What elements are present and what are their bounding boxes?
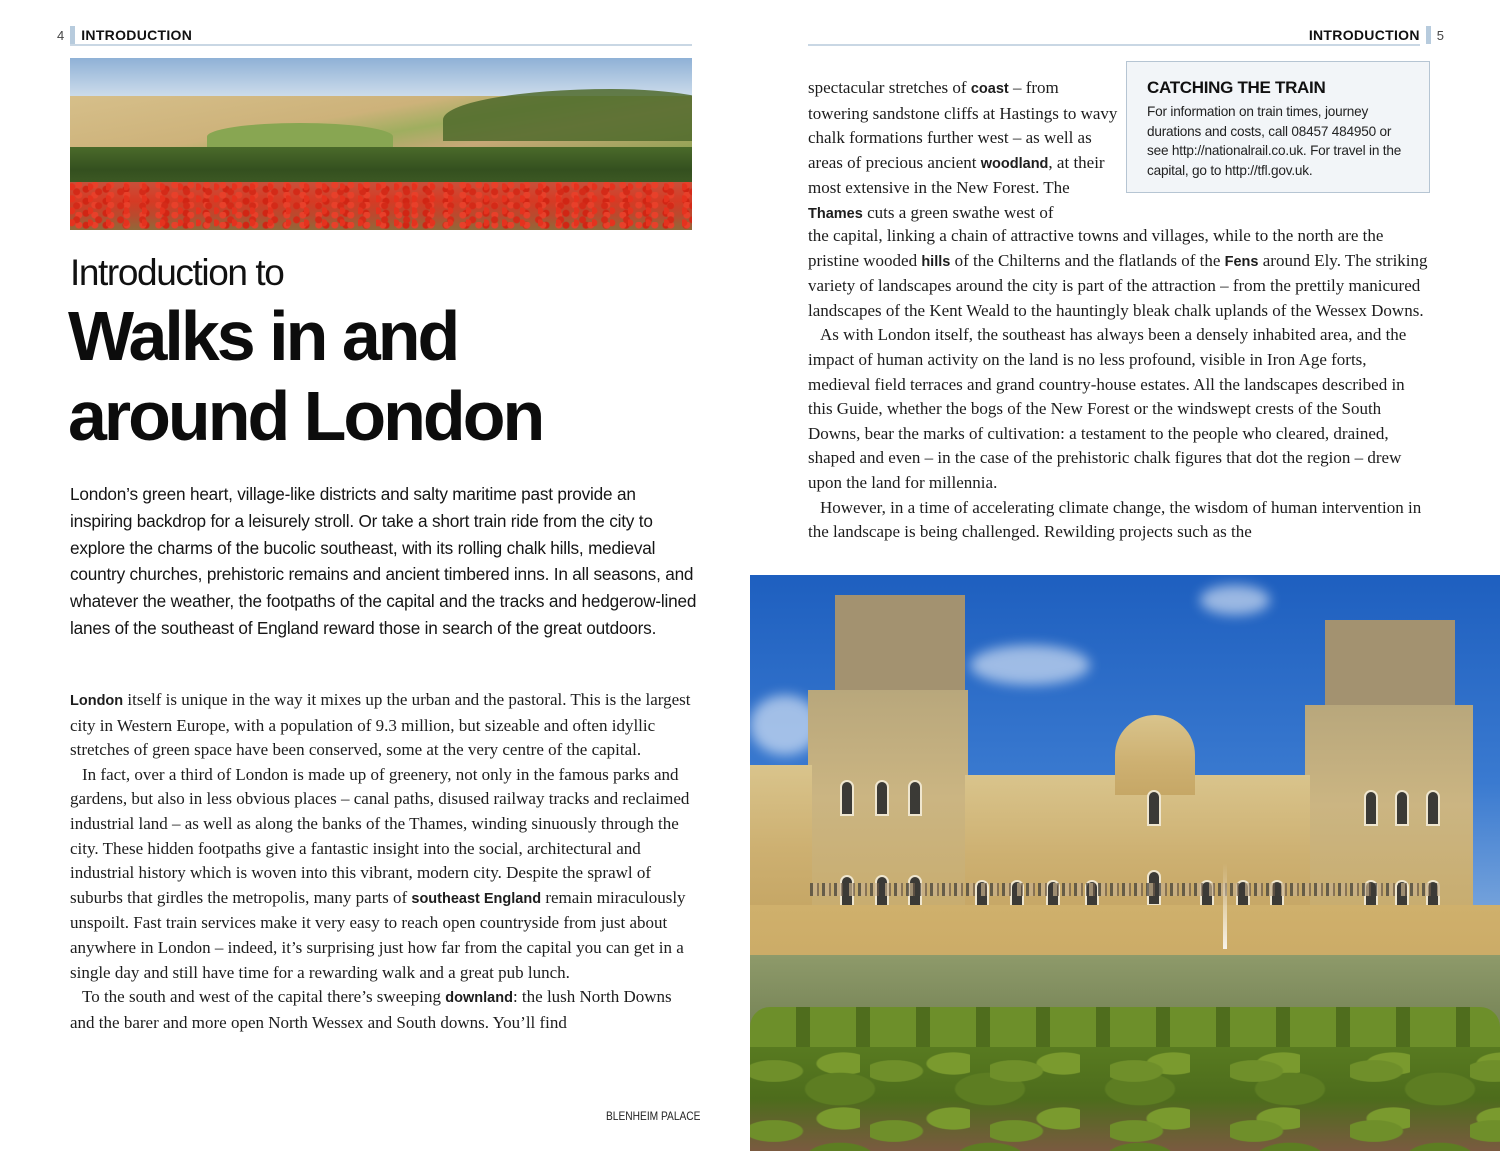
photo-cloud (1200, 585, 1270, 615)
body-paragraph: London itself is unique in the way it mixes up the urban and the pastoral. This is the largest city in Western Europe, with a population of 9.3 million, but sizeable and often idyllic stretches of green space have been conserved, some at the very centre of the capital. (70, 690, 691, 760)
body-paragraph: spectacular stretches of coast – from towering sandstone cliffs at Hastings to wavy chalk formations further west – as well as areas of precious ancient woodland, at their most extensive in the New Forest. The Thames cuts a green swathe west of (808, 78, 1118, 222)
fountain (1223, 863, 1227, 949)
photo-caption: BLENHEIM PALACE (606, 1109, 701, 1123)
photo-trees (70, 147, 692, 185)
window (840, 780, 854, 816)
running-header-left (57, 24, 192, 46)
window (908, 780, 922, 816)
header-rule (808, 44, 1420, 46)
window (1147, 790, 1161, 826)
poppy-field-photo (70, 58, 692, 230)
keyword: woodland (980, 155, 1049, 172)
parterre-garden (750, 1047, 1500, 1151)
right-tower-top (1325, 620, 1455, 715)
section-title: INTRODUCTION (1308, 27, 1420, 43)
header-accent-bar (70, 26, 75, 44)
window (875, 780, 889, 816)
left-body-text (70, 688, 695, 1035)
keyword: coast (970, 81, 1009, 97)
window (1426, 790, 1440, 826)
header-rule (70, 44, 692, 46)
info-box-title: CATCHING THE TRAIN (1147, 78, 1326, 97)
body-paragraph: To the south and west of the capital there’s sweeping downland: the lush North Downs and the barer and more open North Wessex and South downs. You’ll find (70, 987, 672, 1032)
header-accent-bar (1426, 26, 1431, 44)
page-number: 4 (57, 27, 65, 43)
intro-paragraph: London’s green heart, village-like districts and salty maritime past provide an inspiring backdrop for a leisurely stroll. Or take a short train ride from the city to explore the charms of the bucolic southeast, with its rolling chalk hills, medieval country churches, prehistoric remains and ancient timbered inns. In all seasons, and whatever the weather, the footpaths of the capital and the tracks and hedgerow-lined lanes of the southeast of England reward those in search of the great outdoors. (70, 484, 697, 638)
body-paragraph: However, in a time of accelerating climate change, the wisdom of human intervention in the landscape is being challenged. Rewilding projects such as the (808, 497, 1422, 542)
page-title (68, 296, 542, 456)
right-body-text (808, 224, 1433, 545)
info-box-catching-the-train (1126, 61, 1430, 193)
window (1395, 790, 1409, 826)
keyword: Fens (1224, 253, 1259, 270)
visitors (810, 883, 1440, 896)
running-header-right (1309, 24, 1444, 46)
title-kicker: Introduction to (70, 252, 284, 293)
left-tower-top (835, 595, 965, 695)
page-title-line-2: around London (68, 377, 543, 455)
keyword: Thames (808, 205, 863, 222)
keyword: downland (445, 990, 513, 1007)
keyword: southeast England (411, 890, 542, 907)
right-tower (1305, 705, 1473, 905)
photo-cloud (970, 645, 1090, 685)
keyword: hills (921, 253, 951, 270)
page-title-line-1: Walks in and (68, 297, 458, 375)
info-box-text: For information on train times, journey durations and costs, call 08457 484950 or see http://nationalrail.co.uk. For travel in the capital, go to http://tfl.gov.uk. (1147, 104, 1402, 178)
body-paragraph: In fact, over a third of London is made up of greenery, not only in the famous parks and gardens, but also in less obvious places – canal paths, disused railway tracks and reclaimed industrial land – as well as along the banks of the Thames, winding sinuously through the city. These hidden footpaths give a fantastic insight into the social, architectural and industrial history which is woven into this vibrant, modern city. Despite the sprawl of suburbs that girdles the metropolis, many parts of southeast England remain miraculously unspoilt. Fast train services make it very easy to reach open countryside from just about anywhere in London – indeed, it’s surprising just how far from the capital you can get in a single day and still have time for a rewarding walk and a great pub lunch. (70, 764, 690, 982)
section-title: INTRODUCTION (81, 27, 193, 43)
page-number: 5 (1436, 27, 1444, 43)
right-column-text (808, 76, 1118, 227)
body-paragraph: As with London itself, the southeast has always been a densely inhabited area, and the impact of human activity on the land is no less profound, visible in Iron Age forts, medieval field terraces and grand country-house estates. All the landscapes described in this Guide, whether the bogs of the New Forest or the windswept crests of the South Downs, bear the marks of cultivation: a testament to the people who cleared, drained, shaped and even – in the case of the prehistoric chalk figures that dot the region – drew upon the land for millennia. (808, 325, 1407, 492)
blenheim-palace-photo (750, 575, 1500, 1151)
left-wing (750, 765, 812, 905)
central-dome (1115, 715, 1195, 795)
photo-poppies (70, 182, 692, 230)
keyword: London (70, 693, 124, 709)
body-paragraph: the capital, linking a chain of attractive towns and villages, while to the north are the pristine wooded hills of the Chilterns and the flatlands of the Fens around Ely. The striking variety of landscapes around the city is part of the attraction – from the prettily manicured landscapes of the Kent Weald to the hauntingly bleak chalk uplands of the Wessex Downs. (808, 226, 1428, 320)
window (1364, 790, 1378, 826)
